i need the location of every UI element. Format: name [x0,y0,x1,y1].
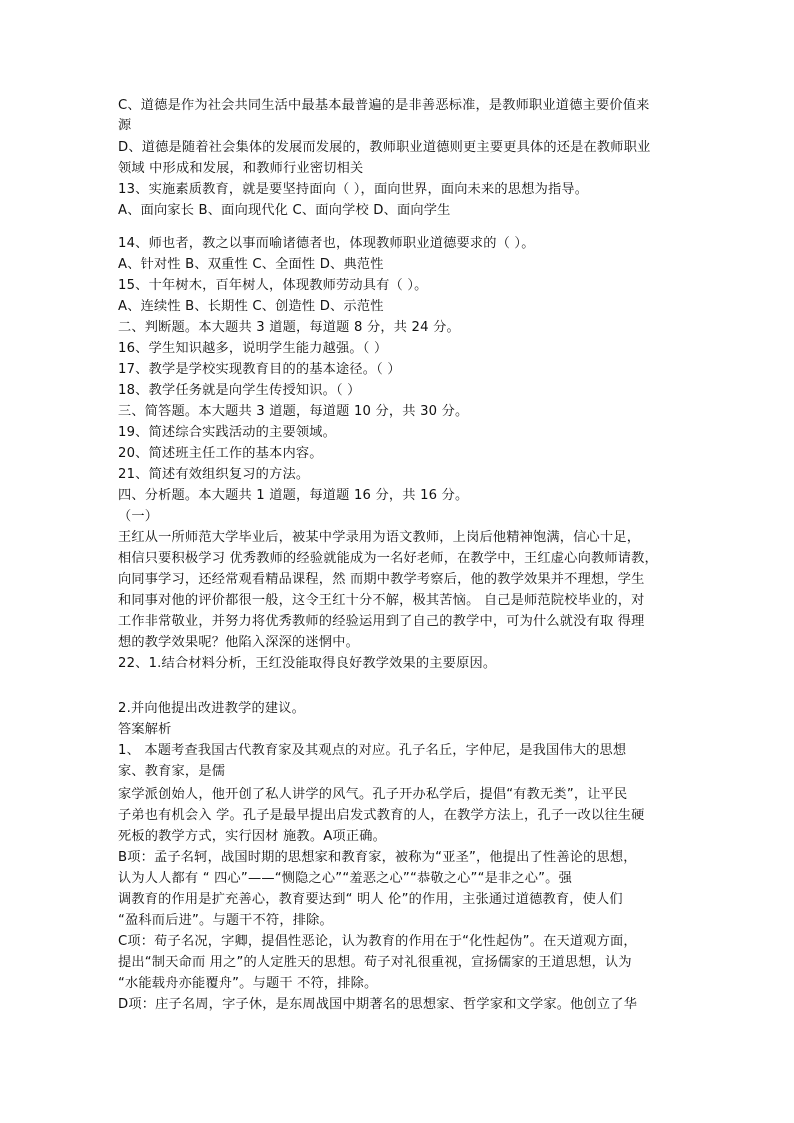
question-13: 13、实施素质教育，就是要坚持面向（ ），面向世界，面向未来的思想为指导。 [118,182,589,197]
section-heading: 三、简答题。本大题共 3 道题，每道题 10 分，共 30 分。 [118,404,469,419]
question-22-part-2: 2.并向他提出改进教学的建议。 [118,701,306,716]
text-line: 领域 中形成和发展，和教师行业密切相关 [118,161,364,176]
options-14: A、针对性 B、双重性 C、全面性 D、典范性 [118,257,384,272]
material-line: 和同事对他的评价都很一般，这令王红十分不解，极其苦恼。 自己是师范院校毕业的，对 [118,593,645,608]
question-17: 17、教学是学校实现教育目的的基本途径。（ ） [118,362,401,377]
question-21: 21、简述有效组织复习的方法。 [118,467,310,482]
section-heading: 四、分析题。本大题共 1 道题，每道题 16 分，共 16 分。 [118,488,469,503]
material-line: 王红从一所师范大学毕业后，被某中学录用为语文教师，上岗后他精神饱满，信心十足， [118,530,641,545]
question-14: 14、师也者，教之以事而喻诸德者也，体现教师职业道德要求的（ ）。 [118,236,535,251]
question-19: 19、简述综合实践活动的主要领域。 [118,425,336,440]
answer-line: 认为人人都有 “ 四心”——“恻隐之心”“羞恶之心”“恭敬之心”“是非之心”。强 [118,871,572,886]
answer-line: D项：庄子名周，字子休，是东周战国中期著名的思想家、哲学家和文学家。他创立了华 [118,997,638,1012]
answer-line: 家、教育家，是儒 [118,764,226,779]
question-18: 18、教学任务就是向学生传授知识。（ ） [118,383,361,398]
answer-line: B项：孟子名轲，战国时期的思想家和教育家，被称为“亚圣”，他提出了性善论的思想， [118,850,637,865]
question-22: 22、1.结合材料分析，王红没能取得良好教学效果的主要原因。 [118,656,497,671]
text-line: D、道德是随着社会集体的发展而发展的，教师职业道德则更主要更具体的还是在教师职业 [118,140,651,155]
material-line: 相信只要积极学习 优秀教师的经验就能成为一名好老师，在教学中，王红虚心向教师请教， [118,551,658,566]
question-15: 15、十年树木，百年树人，体现教师劳动具有（ ）。 [118,278,428,293]
answer-line: 调教育的作用是扩充善心，教育要达到“ 明人 伦”的作用，主张通过道德教育，使人们 [118,892,623,907]
answer-line: 子弟也有机会入 学。孔子是最早提出启发式教育的人，在教学方法上，孔子一改以往生硬 [118,808,645,823]
answer-line: 死板的教学方式，实行因材 施教。A项正确。 [118,829,386,844]
answer-line: 家学派创始人，他开创了私人讲学的风气。孔子开办私学后，提倡“有教无类”，让平民 [118,787,628,802]
answer-line: 提出“制天命而 用之”的人定胜天的思想。荀子对礼很重视，宣扬儒家的王道思想，认为 [118,955,632,970]
material-line: 向同事学习，还经常观看精品课程，然 而期中教学考察后，他的教学效果并不理想，学生 [118,572,645,587]
answer-line: 1、 本题考查我国古代教育家及其观点的对应。孔子名丘，字仲尼，是我国伟大的思想 [118,743,627,758]
answer-line: C项：荀子名况，字卿，提倡性恶论，认为教育的作用在于“化性起伪”。在天道观方面， [118,934,637,949]
text-line: 源 [118,118,132,133]
material-label: （一） [118,509,159,524]
material-line: 工作非常敬业，并努力将优秀教师的经验运用到了自己的教学中，可为什么就没有取 得理 [118,614,645,629]
section-heading: 二、判断题。本大题共 3 道题，每道题 8 分，共 24 分。 [118,320,460,335]
answer-line: “盈科而后进”。与题干不符，排除。 [118,913,333,928]
answer-line: “水能载舟亦能覆舟”。与题干 不符，排除。 [118,976,378,991]
material-line: 想的教学效果呢？他陷入深深的迷惘中。 [118,635,359,650]
question-20: 20、简述班主任工作的基本内容。 [118,446,323,461]
question-16: 16、学生知识越多，说明学生能力越强。（ ） [118,341,388,356]
options-13: A、面向家长 B、面向现代化 C、面向学校 D、面向学生 [118,203,451,218]
text-line: C、道德是作为社会共同生活中最基本最普遍的是非善恶标准，是教师职业道德主要价值来 [118,98,650,113]
answer-heading: 答案解析 [118,722,172,737]
options-15: A、连续性 B、长期性 C、创造性 D、示范性 [118,299,384,314]
